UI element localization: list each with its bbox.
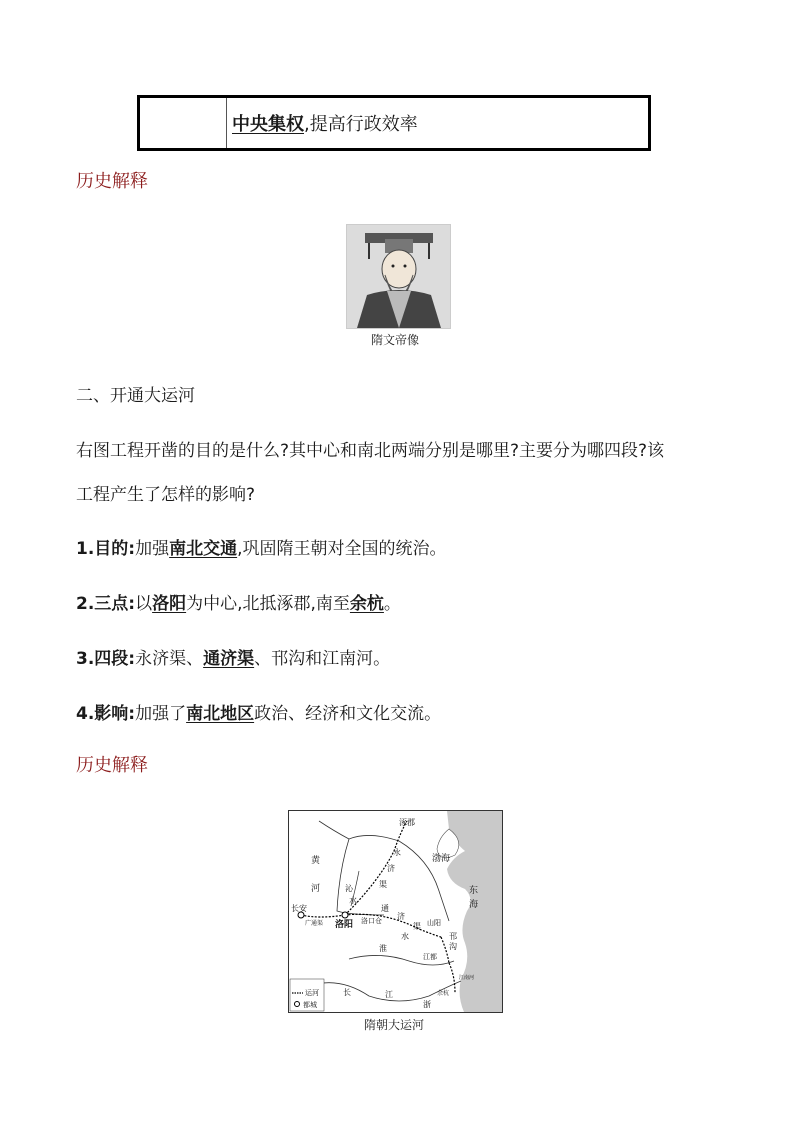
point-4 <box>76 699 441 724</box>
history-label-1: 历史解释 <box>76 171 148 192</box>
table-text: ,提高行政效率 <box>304 114 418 135</box>
point-1-colon: : <box>128 539 136 559</box>
point-2-text-c: 。 <box>383 594 401 614</box>
point-3-text-b: 、邗沟和江南河。 <box>254 649 391 669</box>
question-line-2: 工程产生了怎样的影响? <box>76 485 256 505</box>
point-4-head: 影响 <box>94 704 129 724</box>
table-cell <box>232 110 418 136</box>
label-qu: 渠 <box>413 922 421 931</box>
point-4-text-a: 加强了 <box>135 704 187 724</box>
legend-city-label: 都城 <box>303 1001 317 1009</box>
point-3-keyword: 通济渠 <box>203 649 255 669</box>
portrait-caption: 隋文帝像 <box>371 333 420 347</box>
point-2-head: 三点 <box>94 594 129 614</box>
grand-canal-map <box>288 810 503 1013</box>
label-yong-1: 永 <box>393 848 401 857</box>
luoyang-marker <box>342 912 348 918</box>
point-2-text-b: 为中心,北抵涿郡,南至 <box>186 594 350 614</box>
section-title: 二、开通大运河 <box>76 386 195 406</box>
point-1-text-a: 加强 <box>135 539 170 559</box>
label-ji: 济 <box>397 912 405 921</box>
hangou-canal <box>441 937 449 963</box>
label-donghai-2: 海 <box>469 900 479 910</box>
point-1 <box>76 534 447 559</box>
label-shui2: 水 <box>401 932 409 941</box>
point-3-text-a: 永济渠、 <box>135 649 204 669</box>
point-2-text-a: 以 <box>135 594 153 614</box>
label-yong-2: 济 <box>387 864 395 873</box>
portrait-image <box>346 224 451 329</box>
point-1-text-b: ,巩固隋王朝对全国的统治。 <box>237 539 447 559</box>
point-4-number: 4. <box>76 704 95 724</box>
label-yong-3: 渠 <box>379 880 387 889</box>
point-2-keyword-a: 洛阳 <box>152 594 187 614</box>
label-jiang-1: 长 <box>343 988 351 997</box>
label-qin: 沁 <box>345 884 353 893</box>
point-2-number: 2. <box>76 594 95 614</box>
label-huai: 淮 <box>379 944 387 953</box>
point-4-text-b: 政治、经济和文化交流。 <box>254 704 442 724</box>
table-keyword: 中央集权 <box>232 114 304 135</box>
label-shui: 水 <box>349 896 357 905</box>
legend-city-symbol <box>295 1002 300 1007</box>
question-line-1: 右图工程开凿的目的是什么?其中心和南北两端分别是哪里?主要分为哪四段?该 <box>76 441 665 461</box>
map-drawing <box>289 811 502 1012</box>
emperor-portrait-illustration <box>347 225 450 328</box>
point-4-colon: : <box>128 704 136 724</box>
label-bohai: 渤海 <box>432 854 451 864</box>
jiangnan-canal <box>449 963 455 993</box>
label-jiangdu: 江都 <box>423 953 437 961</box>
point-4-keyword: 南北地区 <box>186 704 255 724</box>
map-caption: 隋朝大运河 <box>364 1018 425 1032</box>
point-1-keyword: 南北交通 <box>169 539 238 559</box>
point-3-number: 3. <box>76 649 95 669</box>
label-jiang-2: 江 <box>385 990 393 999</box>
label-changan: 长安 <box>291 904 307 913</box>
huai-river <box>349 955 454 965</box>
label-donghai-1: 东 <box>469 886 479 896</box>
point-1-number: 1. <box>76 539 95 559</box>
label-shanyang: 山阳 <box>427 919 441 927</box>
summary-table <box>137 95 651 151</box>
point-2-colon: : <box>128 594 136 614</box>
guangtong-canal <box>301 915 345 917</box>
table-divider <box>226 98 227 148</box>
history-label-2: 历史解释 <box>76 755 148 776</box>
label-huang: 黄 <box>311 856 321 866</box>
point-2 <box>76 589 401 614</box>
point-3-colon: : <box>128 649 136 669</box>
point-3 <box>76 644 390 669</box>
label-jiangnan: 江南河 <box>459 975 475 981</box>
label-zhe: 浙 <box>423 1000 431 1009</box>
label-he: 河 <box>311 884 321 894</box>
label-yuhang: 余杭 <box>437 990 450 997</box>
label-hangou-1: 邗 <box>449 932 457 941</box>
point-2-keyword-b: 余杭 <box>349 594 384 614</box>
point-1-head: 目的 <box>94 539 129 559</box>
label-luoyang: 洛阳 <box>335 920 354 930</box>
label-guangtong: 广通渠 <box>305 920 324 927</box>
label-luokou: 洛口仓 <box>361 917 382 925</box>
label-tong: 通 <box>381 904 389 913</box>
legend-canal-label: 运河 <box>305 989 319 997</box>
point-3-head: 四段 <box>94 649 129 669</box>
label-zhuojun: 涿郡 <box>399 818 415 827</box>
label-hangou-2: 沟 <box>449 942 457 951</box>
